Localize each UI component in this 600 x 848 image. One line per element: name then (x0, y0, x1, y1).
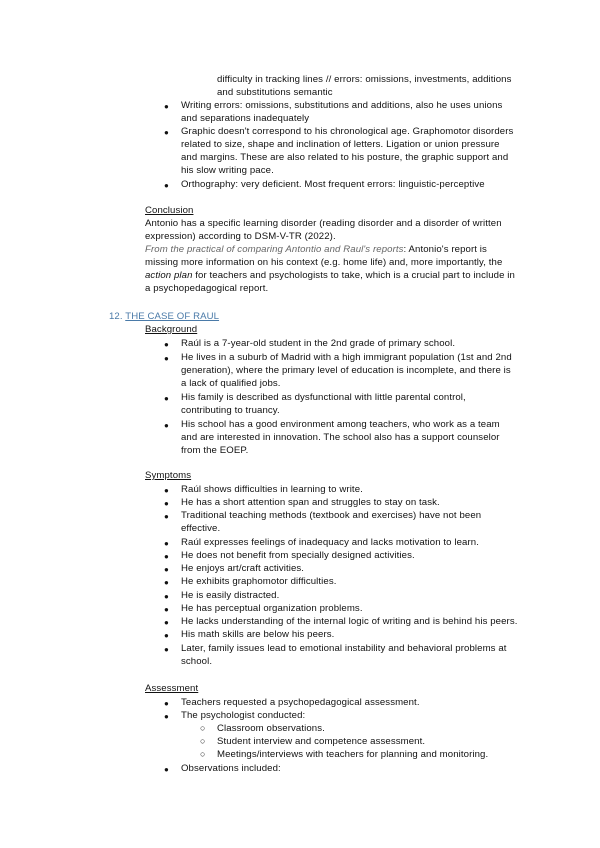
list-item: a lack of qualified jobs. (181, 378, 281, 389)
bullet-icon: ● (164, 565, 169, 574)
continuation-line: and substitutions semantic (217, 87, 333, 98)
list-item: His math skills are below his peers. (181, 629, 335, 640)
list-item: He is easily distracted. (181, 590, 280, 601)
list-item: Raúl expresses feelings of inadequacy and lacks motivation to learn. (181, 537, 479, 548)
conclusion-note (145, 243, 487, 256)
bullet-icon: ● (164, 699, 169, 708)
section-number: 12. (109, 311, 123, 322)
conclusion-rest: for teachers and psychologists to take, which is a crucial part to include in (192, 270, 515, 281)
list-item: generation), where the primary level of education is incomplete, and there is (181, 365, 511, 376)
sub-list-item: Classroom observations. (217, 723, 325, 734)
conclusion-text: expression) according to DSM-V-TR (2022). (145, 231, 336, 242)
list-item: Later, family issues lead to emotional instability and behavioral problems at (181, 643, 507, 654)
list-item: He does not benefit from specially designed activities. (181, 550, 415, 561)
bullet-icon: ● (164, 499, 169, 508)
list-item: He has perceptual organization problems. (181, 603, 363, 614)
list-item: contributing to truancy. (181, 405, 280, 416)
list-item: Teachers requested a psychopedagogical assessment. (181, 697, 420, 708)
list-item: His family is described as dysfunctional with little parental control, (181, 392, 466, 403)
list-item: Graphic doesn't correspond to his chronological age. Graphomotor disorders (181, 126, 514, 137)
conclusion-text: a psychopedagogical report. (145, 283, 269, 294)
bullet-icon: ● (164, 605, 169, 614)
sub-list-item: Student interview and competence assessment. (217, 736, 426, 747)
list-item: He has a short attention span and struggles to stay on task. (181, 497, 440, 508)
list-item: The psychologist conducted: (181, 710, 306, 721)
note-rest: : Antonio's report is (403, 244, 487, 255)
list-item: related to size, shape and inclination of letters. Ligation or union pressure (181, 139, 500, 150)
section-heading (109, 310, 219, 323)
list-item: Raúl shows difficulties in learning to write. (181, 484, 363, 495)
list-item: He lacks understanding of the internal logic of writing and is behind his peers. (181, 616, 518, 627)
section-title: THE CASE OF RAUL (125, 311, 220, 322)
list-item: He lives in a suburb of Madrid with a high immigrant population (1st and 2nd (181, 352, 512, 363)
bullet-icon: ● (164, 512, 169, 521)
bullet-icon: ● (164, 354, 169, 363)
continuation-line: difficulty in tracking lines // errors: omissions, investments, additions (217, 74, 512, 85)
list-item: school. (181, 656, 213, 667)
list-item: and margins. These are also related to his posture, the graphic support and (181, 152, 509, 163)
action-plan-text: action plan (145, 270, 193, 281)
list-item: Observations included: (181, 763, 281, 774)
bullet-icon: ● (164, 631, 169, 640)
bullet-icon: ● (164, 340, 169, 349)
conclusion-text (145, 269, 515, 282)
bullet-icon: ● (164, 421, 169, 430)
sub-bullet-icon: ○ (200, 736, 206, 746)
list-item: Orthography: very deficient. Most frequent errors: linguistic-perceptive (181, 179, 485, 190)
bullet-icon: ● (164, 128, 169, 137)
list-item: effective. (181, 523, 221, 534)
list-item: Writing errors: omissions, substitutions and additions, also he uses unions (181, 100, 503, 111)
bullet-icon: ● (164, 712, 169, 721)
symptoms-heading: Symptoms (145, 470, 192, 481)
bullet-icon: ● (164, 765, 169, 774)
background-heading: Background (145, 324, 198, 335)
bullet-icon: ● (164, 181, 169, 190)
bullet-icon: ● (164, 618, 169, 627)
bullet-icon: ● (164, 578, 169, 587)
bullet-icon: ● (164, 645, 169, 654)
conclusion-text: Antonio has a specific learning disorder (reading disorder and a disorder of written (145, 218, 502, 229)
bullet-icon: ● (164, 394, 169, 403)
list-item: and separations inadequately (181, 113, 310, 124)
conclusion-heading: Conclusion (145, 205, 194, 216)
list-item: His school has a good environment among teachers, who work as a team (181, 419, 500, 430)
assessment-heading: Assessment (145, 683, 199, 694)
italic-note: From the practical of comparing Antontio and Raul's reports (145, 244, 404, 255)
bullet-icon: ● (164, 539, 169, 548)
bullet-icon: ● (164, 102, 169, 111)
list-item: and are interested in innovation. The school also has a support counselor (181, 432, 500, 443)
bullet-icon: ● (164, 592, 169, 601)
list-item: Raúl is a 7-year-old student in the 2nd grade of primary school. (181, 338, 456, 349)
list-item: Traditional teaching methods (textbook and exercises) have not been (181, 510, 482, 521)
list-item: He enjoys art/craft activities. (181, 563, 305, 574)
list-item: He exhibits graphomotor difficulties. (181, 576, 337, 587)
bullet-icon: ● (164, 486, 169, 495)
sub-list-item: Meetings/interviews with teachers for planning and monitoring. (217, 749, 489, 760)
conclusion-text: missing more information on his context (e.g. home life) and, more importantly, the (145, 257, 503, 268)
bullet-icon: ● (164, 552, 169, 561)
list-item: his slow writing pace. (181, 165, 274, 176)
sub-bullet-icon: ○ (200, 723, 206, 733)
list-item: from the EOEP. (181, 445, 249, 456)
sub-bullet-icon: ○ (200, 749, 206, 759)
